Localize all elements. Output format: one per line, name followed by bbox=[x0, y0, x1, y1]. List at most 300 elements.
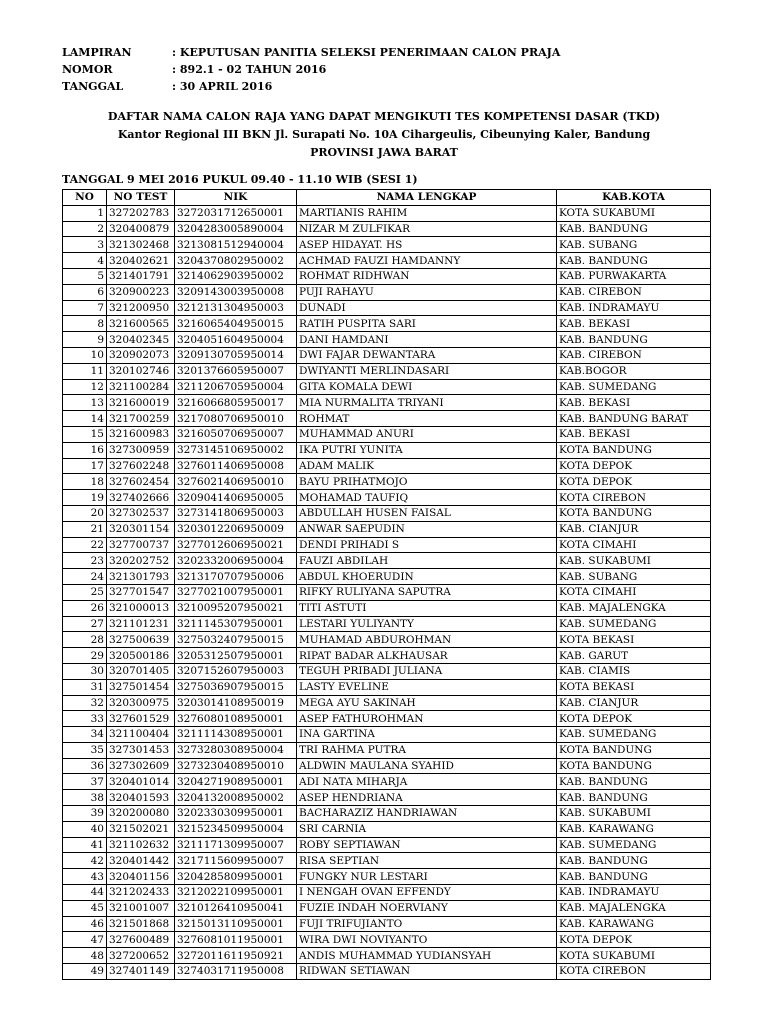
cell-nama-lengkap: DWIYANTI MERLINDASARI bbox=[297, 363, 557, 379]
cell-nik: 3273141806950003 bbox=[175, 505, 297, 521]
cell-no-test: 327200652 bbox=[107, 948, 175, 964]
cell-no-test: 321600019 bbox=[107, 395, 175, 411]
cell-no-test: 321100404 bbox=[107, 727, 175, 743]
cell-no: 22 bbox=[63, 537, 107, 553]
table-row bbox=[63, 727, 711, 743]
cell-nik: 3213170707950006 bbox=[175, 569, 297, 585]
cell-no-test: 327500639 bbox=[107, 632, 175, 648]
cell-nama-lengkap: ANWAR SAEPUDIN bbox=[297, 521, 557, 537]
cell-no: 15 bbox=[63, 426, 107, 442]
cell-no-test: 327701547 bbox=[107, 584, 175, 600]
column-header-nama-lengkap: NAMA LENGKAP bbox=[297, 190, 557, 206]
cell-nik: 3216050706950007 bbox=[175, 426, 297, 442]
cell-kab-kota: KAB. KARAWANG bbox=[557, 916, 711, 932]
cell-nik: 3202330309950001 bbox=[175, 806, 297, 822]
cell-nama-lengkap: FAUZI ABDILAH bbox=[297, 553, 557, 569]
cell-no: 12 bbox=[63, 379, 107, 395]
cell-kab-kota: KAB. BANDUNG bbox=[557, 853, 711, 869]
table-row bbox=[63, 474, 711, 490]
cell-no: 21 bbox=[63, 521, 107, 537]
cell-nik: 3203012206950009 bbox=[175, 521, 297, 537]
cell-no: 36 bbox=[63, 758, 107, 774]
cell-no-test: 327302537 bbox=[107, 505, 175, 521]
cell-nama-lengkap: DANI HAMDANI bbox=[297, 332, 557, 348]
cell-no: 19 bbox=[63, 490, 107, 506]
table-row bbox=[63, 964, 711, 980]
cell-no: 49 bbox=[63, 964, 107, 980]
cell-nama-lengkap: ROHMAT bbox=[297, 411, 557, 427]
cell-no-test: 321202433 bbox=[107, 885, 175, 901]
cell-nik: 3275036907950015 bbox=[175, 679, 297, 695]
cell-nik: 3204051604950004 bbox=[175, 332, 297, 348]
cell-no: 24 bbox=[63, 569, 107, 585]
cell-kab-kota: KAB. SUKABUMI bbox=[557, 553, 711, 569]
cell-kab-kota: KAB. CIANJUR bbox=[557, 521, 711, 537]
cell-no: 7 bbox=[63, 300, 107, 316]
cell-no-test: 320500186 bbox=[107, 648, 175, 664]
cell-no: 45 bbox=[63, 900, 107, 916]
cell-kab-kota: KOTA DEPOK bbox=[557, 711, 711, 727]
cell-nik: 3215013110950001 bbox=[175, 916, 297, 932]
cell-nik: 3204132008950002 bbox=[175, 790, 297, 806]
cell-kab-kota: KOTA CIREBON bbox=[557, 964, 711, 980]
cell-nama-lengkap: MUHAMMAD ANURI bbox=[297, 426, 557, 442]
table-row bbox=[63, 205, 711, 221]
cell-no: 34 bbox=[63, 727, 107, 743]
cell-nik: 3205312507950001 bbox=[175, 648, 297, 664]
cell-nama-lengkap: ANDIS MUHAMMAD YUDIANSYAH bbox=[297, 948, 557, 964]
cell-no-test: 327600489 bbox=[107, 932, 175, 948]
cell-no-test: 321302468 bbox=[107, 237, 175, 253]
cell-no-test: 320301154 bbox=[107, 521, 175, 537]
cell-kab-kota: KAB. CIAMIS bbox=[557, 663, 711, 679]
cell-nik: 3275032407950015 bbox=[175, 632, 297, 648]
cell-no-test: 327401149 bbox=[107, 964, 175, 980]
table-row bbox=[63, 379, 711, 395]
tanggal-label: TANGGAL bbox=[62, 80, 124, 93]
cell-no: 41 bbox=[63, 837, 107, 853]
cell-no-test: 321200950 bbox=[107, 300, 175, 316]
cell-no: 4 bbox=[63, 253, 107, 269]
table-header-row bbox=[63, 190, 711, 206]
table-row bbox=[63, 490, 711, 506]
cell-nama-lengkap: FUNGKY NUR LESTARI bbox=[297, 869, 557, 885]
cell-nama-lengkap: I NENGAH OVAN EFFENDY bbox=[297, 885, 557, 901]
cell-no-test: 320102746 bbox=[107, 363, 175, 379]
cell-no-test: 320401593 bbox=[107, 790, 175, 806]
cell-kab-kota: KOTA CIREBON bbox=[557, 490, 711, 506]
cell-nik: 3209130705950014 bbox=[175, 347, 297, 363]
table-row bbox=[63, 837, 711, 853]
tanggal-value: : 30 APRIL 2016 bbox=[172, 80, 273, 93]
cell-nik: 3212131304950003 bbox=[175, 300, 297, 316]
cell-nik: 3209143003950008 bbox=[175, 284, 297, 300]
cell-kab-kota: KOTA BANDUNG bbox=[557, 442, 711, 458]
cell-no-test: 321502021 bbox=[107, 821, 175, 837]
cell-nik: 3276021406950010 bbox=[175, 474, 297, 490]
title-line-1: DAFTAR NAMA CALON RAJA YANG DAPAT MENGIKUTI TES KOMPETENSI DASAR (TKD) bbox=[107, 110, 661, 123]
table-row bbox=[63, 932, 711, 948]
table-row bbox=[63, 774, 711, 790]
cell-nik: 3211114308950001 bbox=[175, 727, 297, 743]
cell-no: 46 bbox=[63, 916, 107, 932]
cell-no: 33 bbox=[63, 711, 107, 727]
cell-nik: 3272011611950921 bbox=[175, 948, 297, 964]
session-info: TANGGAL 9 MEI 2016 PUKUL 09.40 - 11.10 WIB (SESI 1) bbox=[62, 173, 418, 186]
cell-no-test: 320400879 bbox=[107, 221, 175, 237]
table-row bbox=[63, 663, 711, 679]
cell-nama-lengkap: MARTIANIS RAHIM bbox=[297, 205, 557, 221]
cell-no: 5 bbox=[63, 268, 107, 284]
cell-no-test: 327202783 bbox=[107, 205, 175, 221]
cell-kab-kota: KOTA BEKASI bbox=[557, 679, 711, 695]
nomor-label: NOMOR bbox=[62, 63, 113, 76]
cell-kab-kota: KAB. BEKASI bbox=[557, 316, 711, 332]
cell-kab-kota: KAB. CIANJUR bbox=[557, 695, 711, 711]
cell-kab-kota: KOTA DEPOK bbox=[557, 458, 711, 474]
cell-no-test: 327501454 bbox=[107, 679, 175, 695]
cell-no-test: 321100284 bbox=[107, 379, 175, 395]
column-header-no: NO bbox=[63, 190, 107, 206]
cell-kab-kota: KAB. SUKABUMI bbox=[557, 806, 711, 822]
cell-nama-lengkap: ROBY SEPTIAWAN bbox=[297, 837, 557, 853]
table-row bbox=[63, 900, 711, 916]
cell-nama-lengkap: DENDI PRIHADI S bbox=[297, 537, 557, 553]
cell-nama-lengkap: WIRA DWI NOVIYANTO bbox=[297, 932, 557, 948]
cell-kab-kota: KAB. BANDUNG bbox=[557, 869, 711, 885]
cell-no: 1 bbox=[63, 205, 107, 221]
cell-nama-lengkap: TRI RAHMA PUTRA bbox=[297, 742, 557, 758]
cell-no-test: 321101231 bbox=[107, 616, 175, 632]
cell-nik: 3212022109950001 bbox=[175, 885, 297, 901]
cell-nama-lengkap: FUZIE INDAH NOERVIANY bbox=[297, 900, 557, 916]
table-row bbox=[63, 347, 711, 363]
cell-nik: 3204283005890004 bbox=[175, 221, 297, 237]
cell-nik: 3211206705950004 bbox=[175, 379, 297, 395]
table-row bbox=[63, 742, 711, 758]
cell-kab-kota: KAB. BANDUNG bbox=[557, 790, 711, 806]
cell-no-test: 321301793 bbox=[107, 569, 175, 585]
cell-kab-kota: KAB. SUBANG bbox=[557, 569, 711, 585]
cell-nama-lengkap: SRI CARNIA bbox=[297, 821, 557, 837]
cell-kab-kota: KAB. CIREBON bbox=[557, 284, 711, 300]
cell-kab-kota: KAB. SUMEDANG bbox=[557, 379, 711, 395]
column-header-kab-kota: KAB.KOTA bbox=[557, 190, 711, 206]
title-line-2: Kantor Regional III BKN Jl. Surapati No. 10A Cihargeulis, Cibeunying Kaler, Bandung bbox=[117, 128, 651, 141]
cell-kab-kota: KOTA SUKABUMI bbox=[557, 205, 711, 221]
cell-nik: 3204285809950001 bbox=[175, 869, 297, 885]
table-row bbox=[63, 332, 711, 348]
table-row bbox=[63, 711, 711, 727]
cell-no: 3 bbox=[63, 237, 107, 253]
table-row bbox=[63, 237, 711, 253]
lampiran-value: : KEPUTUSAN PANITIA SELEKSI PENERIMAAN CALON PRAJA bbox=[172, 46, 561, 59]
cell-no-test: 321600565 bbox=[107, 316, 175, 332]
cell-nama-lengkap: IKA PUTRI YUNITA bbox=[297, 442, 557, 458]
cell-nik: 3203014108950019 bbox=[175, 695, 297, 711]
table-row bbox=[63, 869, 711, 885]
cell-nik: 3201376605950007 bbox=[175, 363, 297, 379]
cell-no: 16 bbox=[63, 442, 107, 458]
cell-nik: 3204370802950002 bbox=[175, 253, 297, 269]
cell-nama-lengkap: DWI FAJAR DEWANTARA bbox=[297, 347, 557, 363]
table-row bbox=[63, 253, 711, 269]
cell-nama-lengkap: INA GARTINA bbox=[297, 727, 557, 743]
lampiran-row bbox=[62, 44, 560, 61]
cell-nik: 3276080108950001 bbox=[175, 711, 297, 727]
nomor-row bbox=[62, 61, 560, 78]
cell-kab-kota: KAB. SUBANG bbox=[557, 237, 711, 253]
cell-no: 20 bbox=[63, 505, 107, 521]
cell-nama-lengkap: ACHMAD FAUZI HAMDANNY bbox=[297, 253, 557, 269]
cell-nik: 3217080706950010 bbox=[175, 411, 297, 427]
cell-nama-lengkap: ABDULLAH HUSEN FAISAL bbox=[297, 505, 557, 521]
table-row bbox=[63, 916, 711, 932]
cell-no: 40 bbox=[63, 821, 107, 837]
cell-no: 13 bbox=[63, 395, 107, 411]
cell-kab-kota: KOTA BANDUNG bbox=[557, 742, 711, 758]
table-row bbox=[63, 679, 711, 695]
cell-nik: 3211171309950007 bbox=[175, 837, 297, 853]
table-row bbox=[63, 758, 711, 774]
cell-nama-lengkap: RATIH PUSPITA SARI bbox=[297, 316, 557, 332]
cell-no: 26 bbox=[63, 600, 107, 616]
cell-nik: 3277021007950001 bbox=[175, 584, 297, 600]
cell-nama-lengkap: BACHARAZIZ HANDRIAWAN bbox=[297, 806, 557, 822]
cell-nama-lengkap: MEGA AYU SAKINAH bbox=[297, 695, 557, 711]
cell-nama-lengkap: GITA KOMALA DEWI bbox=[297, 379, 557, 395]
table-row bbox=[63, 806, 711, 822]
cell-nama-lengkap: ALDWIN MAULANA SYAHID bbox=[297, 758, 557, 774]
cell-nik: 3273280308950004 bbox=[175, 742, 297, 758]
cell-nama-lengkap: MUHAMAD ABDUROHMAN bbox=[297, 632, 557, 648]
cell-nama-lengkap: MIA NURMALITA TRIYANI bbox=[297, 395, 557, 411]
table-row bbox=[63, 458, 711, 474]
cell-no-test: 320900223 bbox=[107, 284, 175, 300]
cell-no-test: 320202752 bbox=[107, 553, 175, 569]
cell-nik: 3276081011950001 bbox=[175, 932, 297, 948]
cell-no: 38 bbox=[63, 790, 107, 806]
cell-no-test: 327602454 bbox=[107, 474, 175, 490]
cell-no-test: 321000013 bbox=[107, 600, 175, 616]
cell-nik: 3217115609950007 bbox=[175, 853, 297, 869]
cell-no-test: 320200080 bbox=[107, 806, 175, 822]
cell-nik: 3210095207950021 bbox=[175, 600, 297, 616]
cell-kab-kota: KAB. INDRAMAYU bbox=[557, 300, 711, 316]
cell-no-test: 320401156 bbox=[107, 869, 175, 885]
cell-kab-kota: KOTA BANDUNG bbox=[557, 758, 711, 774]
cell-no-test: 320402621 bbox=[107, 253, 175, 269]
cell-kab-kota: KAB.BOGOR bbox=[557, 363, 711, 379]
cell-no-test: 321700259 bbox=[107, 411, 175, 427]
table-row bbox=[63, 221, 711, 237]
cell-nik: 3214062903950002 bbox=[175, 268, 297, 284]
cell-no-test: 321102632 bbox=[107, 837, 175, 853]
cell-kab-kota: KOTA DEPOK bbox=[557, 474, 711, 490]
table-row bbox=[63, 316, 711, 332]
cell-no-test: 321001007 bbox=[107, 900, 175, 916]
cell-no-test: 320401014 bbox=[107, 774, 175, 790]
cell-nama-lengkap: LESTARI YULIYANTY bbox=[297, 616, 557, 632]
cell-no: 42 bbox=[63, 853, 107, 869]
table-row bbox=[63, 632, 711, 648]
cell-nama-lengkap: ADAM MALIK bbox=[297, 458, 557, 474]
cell-kab-kota: KAB. SUMEDANG bbox=[557, 616, 711, 632]
table-row bbox=[63, 505, 711, 521]
table-row bbox=[63, 363, 711, 379]
cell-no: 23 bbox=[63, 553, 107, 569]
cell-no: 10 bbox=[63, 347, 107, 363]
table-row bbox=[63, 885, 711, 901]
table-row bbox=[63, 821, 711, 837]
table-row bbox=[63, 853, 711, 869]
cell-nama-lengkap: ABDUL KHOERUDIN bbox=[297, 569, 557, 585]
cell-kab-kota: KAB. BEKASI bbox=[557, 395, 711, 411]
document-header bbox=[62, 44, 560, 95]
cell-no: 47 bbox=[63, 932, 107, 948]
table-row bbox=[63, 616, 711, 632]
cell-no-test: 320402345 bbox=[107, 332, 175, 348]
cell-nama-lengkap: TEGUH PRIBADI JULIANA bbox=[297, 663, 557, 679]
table-row bbox=[63, 695, 711, 711]
cell-no-test: 321600983 bbox=[107, 426, 175, 442]
cell-no-test: 327302609 bbox=[107, 758, 175, 774]
lampiran-label: LAMPIRAN bbox=[62, 46, 132, 59]
cell-no: 17 bbox=[63, 458, 107, 474]
cell-kab-kota: KAB. BEKASI bbox=[557, 426, 711, 442]
cell-no-test: 327301453 bbox=[107, 742, 175, 758]
cell-no-test: 327700737 bbox=[107, 537, 175, 553]
table-row bbox=[63, 442, 711, 458]
cell-nama-lengkap: ASEP FATHUROHMAN bbox=[297, 711, 557, 727]
cell-nik: 3216065404950015 bbox=[175, 316, 297, 332]
cell-kab-kota: KAB. SUMEDANG bbox=[557, 727, 711, 743]
cell-nama-lengkap: ADI NATA MIHARJA bbox=[297, 774, 557, 790]
cell-no: 9 bbox=[63, 332, 107, 348]
cell-kab-kota: KAB. BANDUNG bbox=[557, 221, 711, 237]
cell-no-test: 321501868 bbox=[107, 916, 175, 932]
cell-nik: 3210126410950041 bbox=[175, 900, 297, 916]
table-row bbox=[63, 790, 711, 806]
table-row bbox=[63, 268, 711, 284]
cell-nama-lengkap: BAYU PRIHATMOJO bbox=[297, 474, 557, 490]
cell-nama-lengkap: RISA SEPTIAN bbox=[297, 853, 557, 869]
cell-no-test: 320701405 bbox=[107, 663, 175, 679]
table-row bbox=[63, 284, 711, 300]
cell-no: 14 bbox=[63, 411, 107, 427]
cell-kab-kota: KOTA BANDUNG bbox=[557, 505, 711, 521]
table-row bbox=[63, 521, 711, 537]
cell-nama-lengkap: MOHAMAD TAUFIQ bbox=[297, 490, 557, 506]
cell-no-test: 321401791 bbox=[107, 268, 175, 284]
cell-nik: 3274031711950008 bbox=[175, 964, 297, 980]
table-row bbox=[63, 553, 711, 569]
cell-nama-lengkap: TITI ASTUTI bbox=[297, 600, 557, 616]
cell-nik: 3204271908950001 bbox=[175, 774, 297, 790]
table-row bbox=[63, 395, 711, 411]
document-title bbox=[0, 108, 768, 162]
cell-kab-kota: KAB. KARAWANG bbox=[557, 821, 711, 837]
cell-nik: 3276011406950008 bbox=[175, 458, 297, 474]
cell-no: 11 bbox=[63, 363, 107, 379]
cell-no: 30 bbox=[63, 663, 107, 679]
nomor-value: : 892.1 - 02 TAHUN 2016 bbox=[172, 63, 327, 76]
cell-kab-kota: KOTA CIMAHI bbox=[557, 537, 711, 553]
cell-no-test: 327402666 bbox=[107, 490, 175, 506]
cell-no: 29 bbox=[63, 648, 107, 664]
cell-nama-lengkap: LASTY EVELINE bbox=[297, 679, 557, 695]
cell-kab-kota: KAB. BANDUNG bbox=[557, 253, 711, 269]
table-row bbox=[63, 600, 711, 616]
cell-no: 18 bbox=[63, 474, 107, 490]
cell-nama-lengkap: NIZAR M ZULFIKAR bbox=[297, 221, 557, 237]
cell-kab-kota: KAB. BANDUNG BARAT bbox=[557, 411, 711, 427]
table-row bbox=[63, 537, 711, 553]
cell-nik: 3273230408950010 bbox=[175, 758, 297, 774]
cell-no: 31 bbox=[63, 679, 107, 695]
table-body bbox=[63, 205, 711, 979]
cell-no: 6 bbox=[63, 284, 107, 300]
cell-nik: 3213081512940004 bbox=[175, 237, 297, 253]
cell-kab-kota: KOTA CIMAHI bbox=[557, 584, 711, 600]
participant-table bbox=[62, 189, 711, 980]
cell-kab-kota: KAB. INDRAMAYU bbox=[557, 885, 711, 901]
cell-no: 35 bbox=[63, 742, 107, 758]
table-row bbox=[63, 569, 711, 585]
cell-nama-lengkap: ASEP HIDAYAT. HS bbox=[297, 237, 557, 253]
table-row bbox=[63, 426, 711, 442]
cell-nik: 3211145307950001 bbox=[175, 616, 297, 632]
column-header-nik: NIK bbox=[175, 190, 297, 206]
cell-kab-kota: KAB. MAJALENGKA bbox=[557, 900, 711, 916]
tanggal-row bbox=[62, 78, 560, 95]
cell-no: 28 bbox=[63, 632, 107, 648]
cell-nama-lengkap: RIFKY RULIYANA SAPUTRA bbox=[297, 584, 557, 600]
cell-kab-kota: KAB. PURWAKARTA bbox=[557, 268, 711, 284]
cell-no: 43 bbox=[63, 869, 107, 885]
cell-kab-kota: KAB. SUMEDANG bbox=[557, 837, 711, 853]
cell-no-test: 327602248 bbox=[107, 458, 175, 474]
cell-kab-kota: KAB. CIREBON bbox=[557, 347, 711, 363]
cell-nik: 3209041406950005 bbox=[175, 490, 297, 506]
cell-no: 2 bbox=[63, 221, 107, 237]
cell-nama-lengkap: ASEP HENDRIANA bbox=[297, 790, 557, 806]
cell-no-test: 320401442 bbox=[107, 853, 175, 869]
table-row bbox=[63, 948, 711, 964]
table-row bbox=[63, 648, 711, 664]
cell-nik: 3272031712650001 bbox=[175, 205, 297, 221]
title-line-3: PROVINSI JAWA BARAT bbox=[310, 146, 458, 159]
cell-kab-kota: KOTA SUKABUMI bbox=[557, 948, 711, 964]
cell-no-test: 327300959 bbox=[107, 442, 175, 458]
cell-no: 44 bbox=[63, 885, 107, 901]
cell-nama-lengkap: FUJI TRIFUJIANTO bbox=[297, 916, 557, 932]
table-row bbox=[63, 411, 711, 427]
cell-no-test: 320902073 bbox=[107, 347, 175, 363]
cell-nik: 3216066805950017 bbox=[175, 395, 297, 411]
cell-kab-kota: KOTA BEKASI bbox=[557, 632, 711, 648]
cell-kab-kota: KAB. MAJALENGKA bbox=[557, 600, 711, 616]
table-row bbox=[63, 300, 711, 316]
cell-kab-kota: KAB. BANDUNG bbox=[557, 774, 711, 790]
cell-no: 37 bbox=[63, 774, 107, 790]
cell-nama-lengkap: PUJI RAHAYU bbox=[297, 284, 557, 300]
cell-no: 48 bbox=[63, 948, 107, 964]
cell-no: 39 bbox=[63, 806, 107, 822]
cell-kab-kota: KOTA DEPOK bbox=[557, 932, 711, 948]
cell-nama-lengkap: RIPAT BADAR ALKHAUSAR bbox=[297, 648, 557, 664]
cell-no: 25 bbox=[63, 584, 107, 600]
